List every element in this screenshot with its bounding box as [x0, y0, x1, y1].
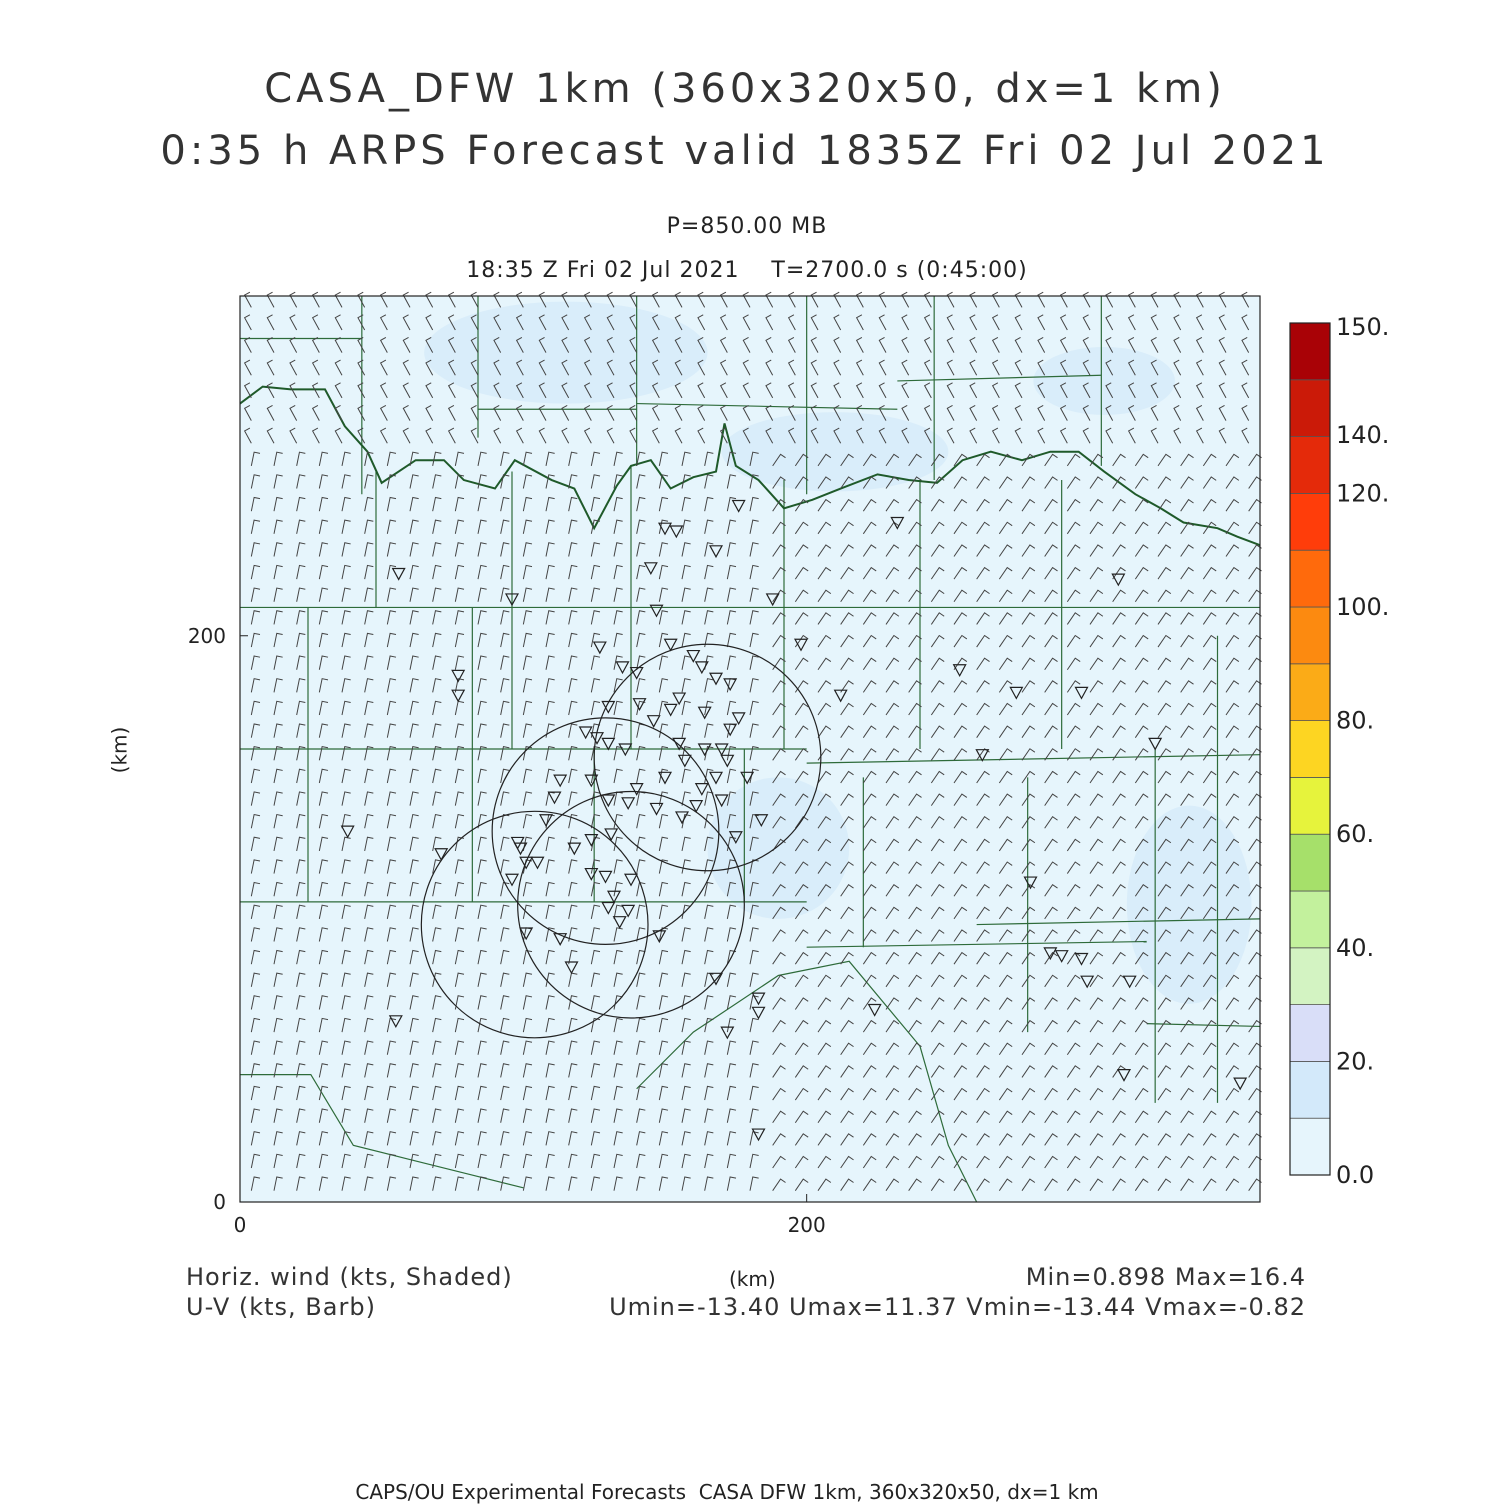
colorbar-label: 80.: [1336, 706, 1375, 735]
y-axis-label: (km): [107, 726, 132, 774]
chart-title: CASA_DFW 1km (360x320x50, dx=1 km): [264, 66, 1226, 112]
colorbar-segment: [1290, 721, 1330, 778]
colorbar-segment: [1290, 1005, 1330, 1062]
chart-subtitle: 0:35 h ARPS Forecast valid 1835Z Fri 02 Jul 2021: [160, 128, 1330, 174]
colorbar-segment: [1290, 834, 1330, 891]
uv-stats-summary: Umin=-13.40 Umax=11.37 Vmin=-13.44 Vmax=-0.82: [609, 1293, 1306, 1321]
colorbar-segment: [1290, 437, 1330, 494]
colorbar-label: 0.0: [1336, 1161, 1375, 1189]
colorbar-segment: [1290, 493, 1330, 550]
y-tick-label: 200: [187, 623, 226, 648]
credit-line: CAPS/OU Experimental Forecasts CASA DFW 1km, 360x320x50, dx=1 km: [355, 1480, 1099, 1504]
colorbar-segment: [1290, 1061, 1330, 1118]
wind-maximum-region: [424, 302, 707, 404]
wind-maximum-region: [1127, 806, 1252, 1004]
colorbar-segment: [1290, 323, 1330, 380]
colorbar-segment: [1290, 607, 1330, 664]
colorbar-label: 40.: [1336, 933, 1375, 962]
barb-description: U-V (kts, Barb): [186, 1293, 376, 1321]
colorbar-segment: [1290, 891, 1330, 948]
colorbar-segment: [1290, 948, 1330, 1005]
x-tick-label: 200: [787, 1213, 826, 1237]
x-axis-label: (km): [729, 1267, 776, 1291]
colorbar-segment: [1290, 380, 1330, 437]
colorbar-segment: [1290, 1118, 1330, 1175]
min-max-summary: Min=0.898 Max=16.4: [1025, 1263, 1306, 1291]
colorbar-segment: [1290, 777, 1330, 834]
y-tick-label: 0: [213, 1190, 226, 1214]
colorbar-label: 150.: [1336, 313, 1390, 341]
valid-time-label: 18:35 Z Fri 02 Jul 2021 T=2700.0 s (0:45:00): [466, 258, 1028, 283]
colorbar-label: 120.: [1336, 479, 1390, 508]
colorbar-segment: [1290, 550, 1330, 607]
field-description: Horiz. wind (kts, Shaded): [186, 1263, 513, 1291]
pressure-level-label: P=850.00 MB: [666, 214, 828, 239]
colorbar-label: 140.: [1336, 420, 1390, 449]
colorbar-label: 60.: [1336, 820, 1375, 849]
wind-maximum-region: [1033, 347, 1175, 415]
colorbar-label: 100.: [1336, 593, 1390, 621]
x-tick-label: 0: [233, 1213, 247, 1237]
colorbar-label: 20.: [1336, 1047, 1375, 1076]
colorbar-segment: [1290, 664, 1330, 721]
